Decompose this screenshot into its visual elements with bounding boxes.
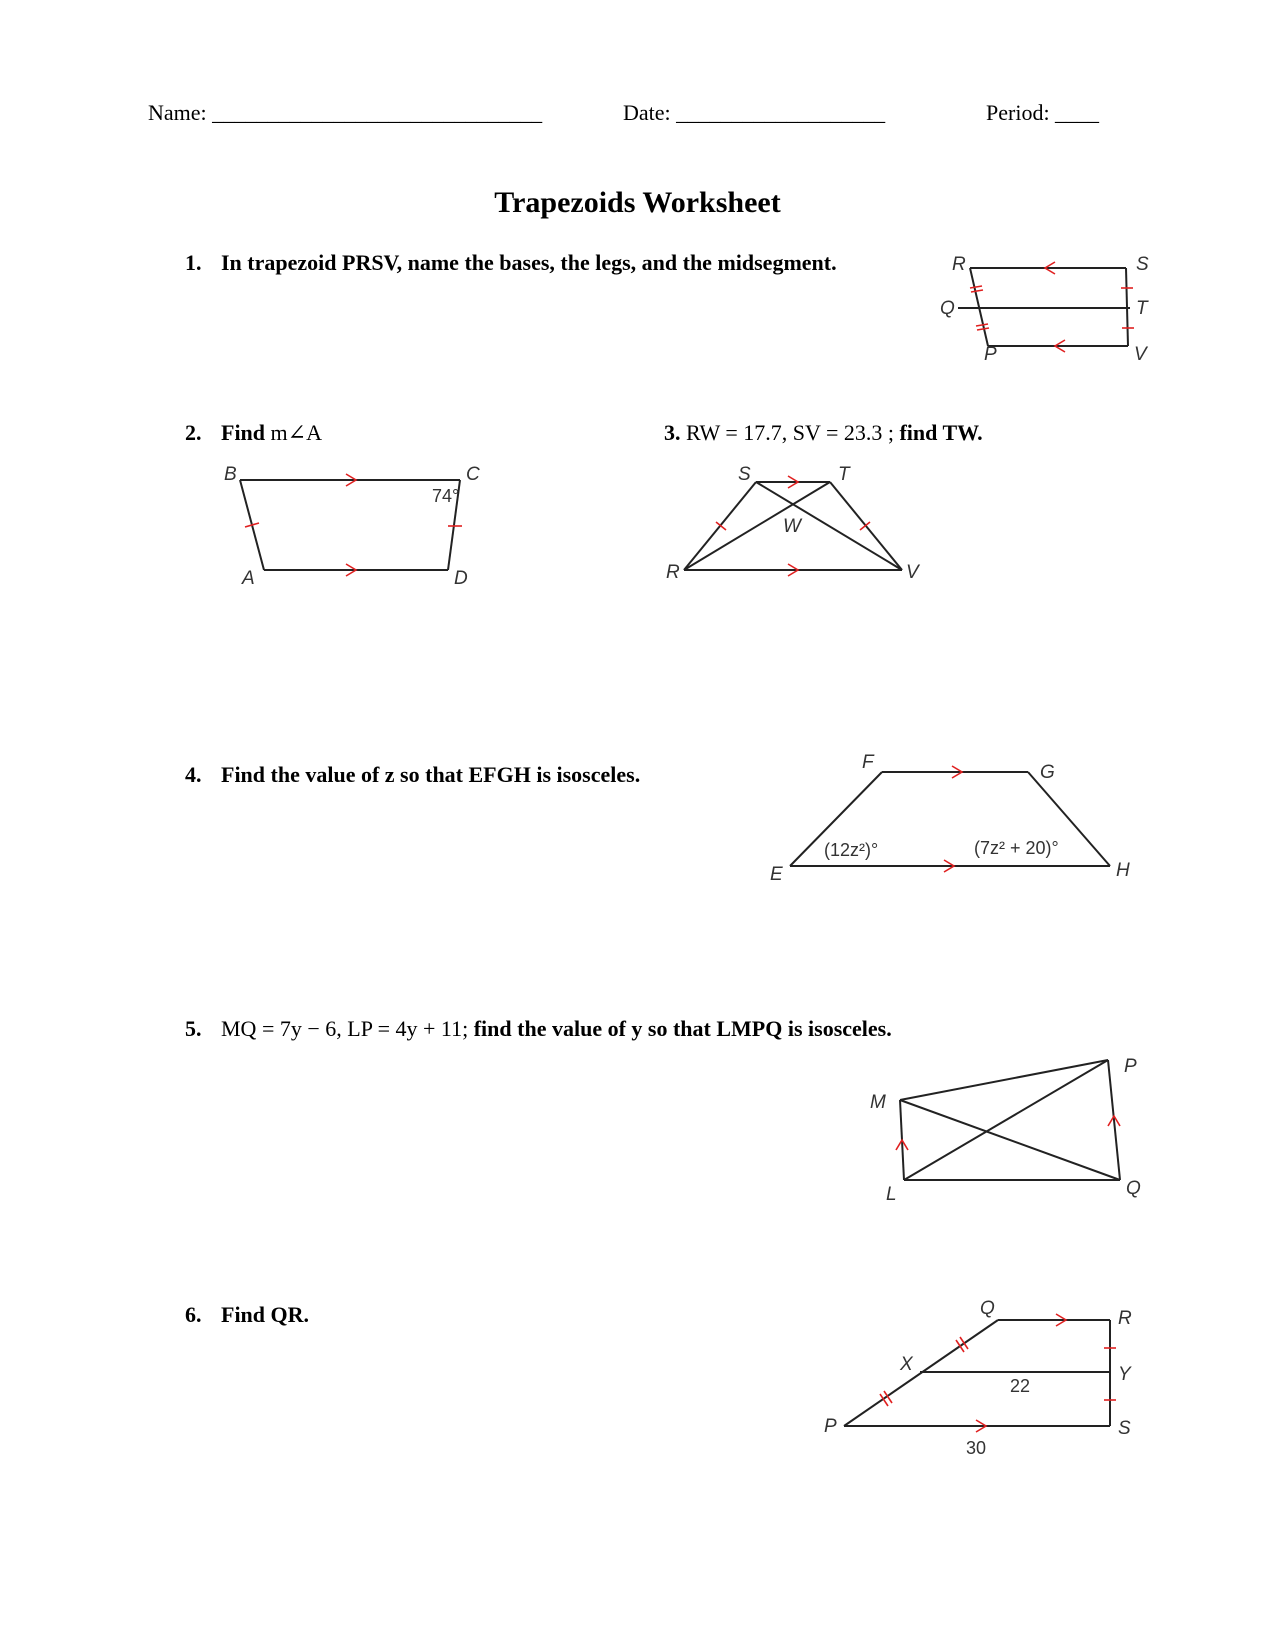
- name-field[interactable]: Name: ______________________________: [148, 100, 543, 125]
- label-d: D: [454, 568, 468, 589]
- question-number: 2.: [185, 420, 202, 445]
- figure-trapezoid-lmpq: [860, 1048, 1150, 1208]
- question-math: m∠A: [270, 420, 322, 445]
- date-field[interactable]: Date: ___________________: [623, 100, 886, 125]
- angle-h-label: (7z² + 20)°: [974, 838, 1059, 858]
- question-6: [185, 1302, 309, 1328]
- label-t: T: [838, 464, 850, 485]
- question-text: Find the value of z so that EFGH is isosceles.: [221, 762, 641, 787]
- figure-trapezoid-abcd: [220, 460, 500, 589]
- base-length-label: 30: [966, 1438, 987, 1458]
- label-h: H: [1116, 860, 1130, 881]
- figure-trapezoid-efgh: [770, 752, 1140, 885]
- question-3: [664, 420, 983, 446]
- label-p: P: [824, 1416, 837, 1437]
- question-text: In trapezoid PRSV, name the bases, the legs, and the midsegment.: [221, 250, 837, 275]
- question-math: MQ = 7y − 6, LP = 4y + 11;: [221, 1016, 469, 1041]
- figure-trapezoid-pqrs: [820, 1300, 1150, 1460]
- label-m: M: [870, 1092, 886, 1113]
- label-p: P: [984, 344, 997, 365]
- label-r: R: [952, 254, 966, 275]
- label-q: Q: [940, 298, 955, 319]
- midsegment-length-label: 22: [1010, 1376, 1031, 1396]
- question-math: RW = 17.7, SV = 23.3 ;: [686, 420, 894, 445]
- angle-e-label: (12z²)°: [824, 840, 879, 860]
- question-number: 4.: [185, 762, 202, 787]
- question-2: [185, 420, 322, 446]
- question-text: find TW.: [899, 420, 983, 445]
- label-q: Q: [980, 1298, 995, 1319]
- label-a: A: [242, 568, 255, 589]
- question-text: Find QR.: [221, 1302, 310, 1327]
- figure-trapezoid-rstv: [660, 464, 930, 585]
- angle-c-label: 74°: [432, 486, 460, 506]
- question-number: 1.: [185, 250, 202, 275]
- question-number: 3.: [664, 420, 681, 445]
- label-f: F: [862, 752, 874, 773]
- label-g: G: [1040, 762, 1055, 783]
- question-1: [185, 250, 837, 276]
- period-field[interactable]: Period: ____: [986, 100, 1100, 125]
- label-b: B: [224, 464, 237, 485]
- label-r: R: [666, 562, 680, 583]
- label-s: S: [738, 464, 751, 485]
- label-y: Y: [1118, 1364, 1131, 1385]
- label-s: S: [1118, 1418, 1131, 1439]
- label-e: E: [770, 864, 783, 885]
- label-v: V: [906, 562, 919, 583]
- question-text: find the value of y so that LMPQ is isosceles.: [473, 1016, 892, 1041]
- label-l: L: [886, 1184, 897, 1205]
- label-w: W: [783, 516, 801, 537]
- label-s: S: [1136, 254, 1149, 275]
- page-title: Trapezoids Worksheet: [494, 186, 781, 219]
- label-p: P: [1124, 1056, 1137, 1077]
- label-r: R: [1118, 1308, 1132, 1329]
- question-text: Find: [221, 420, 266, 445]
- label-c: C: [466, 464, 480, 485]
- label-v: V: [1134, 344, 1147, 365]
- question-number: 5.: [185, 1016, 202, 1041]
- question-4: [185, 762, 640, 788]
- question-number: 6.: [185, 1302, 202, 1327]
- figure-trapezoid-prsv: [940, 254, 1160, 368]
- label-t: T: [1136, 298, 1148, 319]
- question-5: [185, 1016, 892, 1042]
- label-x: X: [900, 1354, 913, 1375]
- label-q: Q: [1126, 1178, 1141, 1199]
